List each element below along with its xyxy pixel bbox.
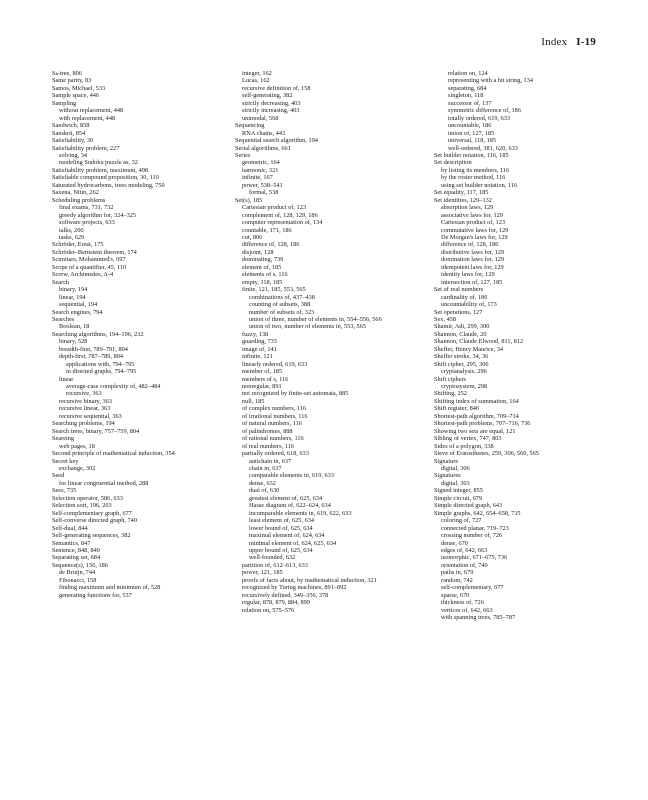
index-entry: Sandwich, 858 [52, 122, 90, 130]
index-entry: Set(s), 185 [235, 196, 263, 204]
index-entry: maximal element of, 624, 634 [249, 532, 325, 540]
index-entry: Shifting, 252 [434, 390, 467, 398]
index-entry: Schröder, Ernst, 175 [52, 241, 104, 249]
index-entry: Samos, Michael, 533 [52, 84, 106, 92]
index-entry: linearly ordered, 619, 633 [242, 360, 308, 368]
index-entry: counting of subsets, 388 [249, 301, 311, 309]
index-entry: Shifting index of summation, 164 [434, 397, 519, 405]
index-entry: Sieve of Eratosthenes, 259, 306, 560, 565 [434, 450, 539, 458]
index-entry: disjoint, 128 [242, 248, 274, 256]
index-entry: representing with a bit string, 134 [448, 77, 533, 85]
index-entry: Shift ciphers [434, 375, 467, 383]
index-entry: Sequential search algorithm, 194 [235, 137, 318, 145]
index-entry: Sₖ-tree, 806 [52, 70, 82, 77]
index-entry: infinite, 167 [242, 174, 273, 182]
index-entry: intersection of, 127, 185 [441, 278, 503, 286]
index-entry: Shortest-path algorithm, 709–714 [434, 412, 519, 420]
index-entry: unimodal, 568 [242, 114, 279, 122]
index-entry: element of, 185 [242, 263, 282, 271]
index-entry: of natural numbers, 116 [242, 420, 302, 428]
index-entry: recursive definition of, 158 [242, 84, 311, 92]
index-entry: binary, 194 [59, 286, 88, 294]
index-entry: not recognized by finite-set automata, 885 [242, 390, 349, 398]
index-entry: tasks, 629 [59, 233, 85, 241]
index-entry: greatest element of, 625, 634 [249, 494, 323, 502]
index-column-3 [434, 70, 614, 622]
index-entry: crossing number of, 726 [441, 532, 503, 540]
index-entry: for linear congruential method, 288 [59, 479, 149, 487]
index-entry: Sample space, 446 [52, 92, 100, 100]
index-entry: Showing two sets are equal, 121 [434, 427, 516, 435]
index-entry: null, 185 [242, 397, 265, 405]
index-entry: well-founded, 632 [249, 554, 296, 562]
index-entry: elements of s, 116 [242, 271, 288, 279]
index-entry: dense, 632 [249, 479, 276, 487]
index-entry: of rational numbers, 116 [242, 435, 304, 443]
index-entry: least element of, 625, 634 [249, 517, 315, 525]
index-entry: associative laws for, 129 [441, 211, 504, 219]
index-entry: sequential, 194 [59, 301, 98, 309]
index-entry: Separating set, 684 [52, 554, 101, 562]
index-entry: dense, 670 [441, 539, 468, 547]
index-entry: modeling Sudoku puzzle as, 32 [59, 159, 138, 167]
index-entry: coloring of, 727 [441, 517, 482, 525]
index-entry: domination laws for, 129 [441, 256, 505, 264]
index-entry: generating functions for, 537 [59, 591, 132, 599]
index-entry: countable, 171, 186 [242, 226, 292, 234]
index-entry: greedy algorithm for, 324–325 [59, 211, 137, 219]
index-entry: Sex, 458 [434, 315, 457, 323]
index-entry: Simple directed graph, 643 [434, 502, 503, 510]
index-entry: of irrational numbers, 116 [242, 412, 308, 420]
index-entry: relation on, 124 [448, 70, 488, 77]
index-entry: exchange, 302 [59, 465, 96, 473]
index-entry: web pages, 18 [59, 442, 95, 450]
index-entry: linear, 194 [59, 293, 86, 301]
index-entry: regular, 878, 879, 884, 899 [242, 599, 310, 607]
index-entry: in directed graphs, 794–795 [66, 368, 137, 376]
index-entry: Seed [52, 472, 65, 480]
index-entry: commutative laws for, 129 [441, 226, 509, 234]
index-entry: edges of, 642, 663 [441, 547, 488, 554]
index-entry: comparable elements in, 619, 633 [249, 472, 334, 480]
index-entry: Satisfiability problem, 227 [52, 144, 120, 152]
index-entry: computer representation of, 134 [242, 219, 323, 227]
index-entry: successor of, 137 [448, 99, 492, 107]
index-entry: of real numbers, 116 [242, 442, 294, 450]
running-header [541, 36, 596, 48]
index-entry: Searching problems, 194 [52, 420, 115, 428]
index-entry: Satisfiable compound proposition, 30, 110 [52, 174, 159, 182]
index-entry: Set builder notation, 116, 185 [434, 151, 509, 159]
index-entry: combinations of, 437–438 [249, 293, 315, 301]
index-entry: minimal element of, 624, 625, 634 [249, 539, 337, 547]
index-entry: Cartesian product of, 123 [441, 219, 506, 227]
index-entry: identity laws for, 129 [441, 271, 495, 279]
index-entry: talks, 200 [59, 226, 84, 234]
index-entry: recursive sequential, 363 [59, 412, 122, 420]
index-entry: Sheffer, Henry Maurice, 34 [434, 345, 504, 353]
index-entry: distributive laws for, 129 [441, 248, 505, 256]
index-entry: incomparable elements in, 619, 622, 633 [249, 509, 352, 517]
index-entry: Second principle of mathematical induction, 354 [52, 450, 175, 458]
index-entry: Sequencing [235, 122, 265, 130]
index-entry: Self-converse directed graph, 740 [52, 517, 137, 525]
index-entry: lower bound of, 625, 634 [249, 524, 313, 532]
index-entry: singleton, 118 [448, 92, 484, 100]
index-entry: separating, 684 [448, 84, 487, 92]
index-entry: Sanskrit, 854 [52, 129, 86, 137]
index-entry: image of, 141 [242, 345, 277, 353]
index-entry: relation on, 575–576 [242, 606, 295, 614]
index-entry: Scheduling problems [52, 196, 106, 204]
index-column-1 [52, 70, 222, 599]
index-entry: orientation of, 740 [441, 561, 488, 569]
index-entry: recursively defined, 349–356, 378 [242, 591, 329, 599]
index-entry: final exams, 731, 732 [59, 204, 114, 212]
index-entry: cut, 806 [242, 233, 263, 241]
index-entry: totally ordered, 619, 633 [448, 114, 511, 122]
index-entry: Same parity, 83 [52, 77, 92, 85]
index-entry: proofs of facts about, by mathematical induction, 321 [242, 576, 377, 584]
index-entry: chain in, 637 [249, 465, 282, 473]
index-entry: Signatures [434, 472, 461, 480]
index-entry: Series [235, 151, 251, 159]
index-entry: recursive, 363 [66, 390, 102, 398]
index-entry: Sibling of vertex, 747, 803 [434, 435, 502, 443]
index-entry: Sequence(s), 156, 186 [52, 561, 108, 569]
index-entry: Shamir, Adi, 299, 300 [434, 323, 490, 331]
index-entry: absorption laws, 129 [441, 204, 494, 212]
index-entry: recursive binary, 363 [59, 397, 112, 405]
index-entry: by the roster method, 116 [441, 174, 506, 182]
index-entry: de Bruijn, 744 [59, 569, 96, 577]
index-entry: solving, 34 [59, 151, 87, 159]
index-entry: partition of, 612–613, 633 [242, 561, 308, 569]
header-label: Index [541, 36, 568, 48]
index-entry: Boolean, 18 [59, 323, 90, 331]
index-entry: connected planar, 719–723 [441, 524, 509, 532]
index-entry: Set identities, 129–132 [434, 196, 492, 204]
index-entry: strictly decreasing, 403 [242, 99, 301, 107]
index-entry: Search trees, binary, 757–759, 804 [52, 427, 140, 435]
index-entry: Scimitars, Mohammed's, 697 [52, 256, 126, 264]
index-entry: Searching algorithms, 194–196, 232 [52, 330, 144, 338]
index-entry: self-complementary, 677 [441, 584, 504, 592]
index-entry: of palindromes, 888 [242, 427, 293, 435]
index-entry: idempotent laws for, 129 [441, 263, 504, 271]
index-entry: Shift cipher, 295, 306 [434, 360, 489, 368]
index-entry: dominating, 739 [242, 256, 284, 264]
index-entry: Set of real numbers [434, 286, 484, 294]
index-entry: Search [52, 278, 70, 286]
index-entry: RNA chains, 443 [242, 129, 286, 137]
index-entry: paths in, 679 [441, 569, 474, 577]
index-entry: Self-complementary graph, 677 [52, 509, 132, 517]
index-column-2 [235, 70, 413, 614]
index-entry: applications with, 794–795 [66, 360, 135, 368]
index-entry: nonregular, 891 [242, 383, 282, 391]
index-entry: Serial algorithms, 661 [235, 144, 291, 152]
index-entry: Saturated hydrocarbons, trees modeling, 750 [52, 181, 165, 189]
index-entry: well-ordered, 381, 620, 633 [448, 144, 518, 152]
index-entry: Set operations, 127 [434, 308, 483, 316]
index-entry: strictly increasing, 403 [242, 107, 300, 115]
index-entry: Cartesian product of, 123 [242, 204, 307, 212]
index-entry: formal, 538 [249, 189, 279, 197]
index-entry: Set equality, 117, 185 [434, 189, 489, 197]
index-entry: Seareing [52, 435, 75, 443]
index-entry: Satisfiability problem, maximum, 498 [52, 166, 149, 174]
index-entry: empty, 118, 185 [242, 278, 283, 286]
index-entry: thickness of, 726 [441, 599, 484, 607]
index-entry: Sheffer stroke, 34, 36 [434, 353, 489, 361]
index-entry: Schröder–Bernstein theorem, 174 [52, 248, 137, 256]
index-entry: using set builder notation, 116 [441, 181, 518, 189]
index-entry: union of, 127, 185 [448, 129, 495, 137]
index-entry: cryptanalysis, 296 [441, 368, 487, 376]
index-entry: harmonic, 321 [242, 166, 279, 174]
index-entry: Shannon, Claude Elwood, 811, 812 [434, 338, 524, 346]
index-entry: breadth-first, 789–791, 804 [59, 345, 128, 353]
index-entry: complement of, 128, 129, 186 [242, 211, 318, 219]
index-entry: universal, 118, 185 [448, 137, 497, 145]
index-entry: Saxena, Nitin, 262 [52, 189, 99, 197]
index-entry: Selection sort, 196, 203 [52, 502, 112, 510]
index-entry: digital, 306 [441, 465, 470, 473]
index-entry: without replacement, 448 [59, 107, 124, 115]
index-entry: finite, 121, 185, 553, 565 [242, 286, 306, 294]
index-entry: Shift register, 846 [434, 405, 480, 413]
index-entry: antichain in, 637 [249, 457, 292, 465]
index-entry: Signature [434, 457, 459, 465]
index-entry: dual of, 630 [249, 487, 280, 495]
index-entry: symmetric difference of, 186 [448, 107, 521, 115]
index-entry: recursive linear, 363 [59, 405, 111, 413]
index-entry: isomorphic, 671–675, 736 [441, 554, 508, 562]
index-entry: power, 121, 185 [242, 569, 283, 577]
index-entry: power, 538–541 [242, 181, 283, 189]
index-entry: members of s, 116 [242, 375, 289, 383]
index-entry: Semantics, 847 [52, 539, 91, 547]
index-entry: fuzzy, 138 [242, 330, 269, 338]
index-entry: member of, 185 [242, 368, 283, 376]
index-entry: with replacement, 448 [59, 114, 116, 122]
index-entry: union of three, number of elements in, 554–556, 566 [249, 315, 382, 323]
index-entry: Sentence, 848, 849 [52, 547, 100, 554]
index-entry: Signed integer, 855 [434, 487, 483, 495]
index-entry: Secret key [52, 457, 79, 465]
index-entry: uncountability of, 173 [441, 301, 497, 309]
index-entry: Sees, 735 [52, 487, 77, 495]
index-entry: binary, 528 [59, 338, 88, 346]
index-entry: finding maximum and minimum of, 528 [59, 584, 161, 592]
index-entry: Lucas, 162 [242, 77, 270, 85]
index-entry: Selection operator, 586, 633 [52, 494, 123, 502]
index-entry: Scope of a quantifier, 45, 110 [52, 263, 127, 271]
index-entry: recognized by Turing machines, 891–892 [242, 584, 347, 592]
index-entry: of complex numbers, 116 [242, 405, 307, 413]
index-entry: Searches [52, 315, 75, 323]
index-entry: sparse, 670 [441, 591, 470, 599]
index-entry: integer, 162 [242, 70, 272, 77]
index-entry: digital, 303 [441, 479, 470, 487]
index-entry: Simple graphs, 642, 654–658, 735 [434, 509, 521, 517]
index-entry: cardinality of, 186 [441, 293, 488, 301]
index-entry: software projects, 633 [59, 219, 115, 227]
index-entry: linear [59, 375, 74, 383]
index-entry: Sides of a polygon, 338 [434, 442, 494, 450]
index-entry: Self-generating sequences, 382 [52, 532, 131, 540]
index-entry: infinite, 121 [242, 353, 273, 361]
index-entry: upper bound of, 625, 634 [249, 547, 313, 554]
index-entry: Satisfiability, 30 [52, 137, 94, 145]
index-entry: difference of, 128, 186 [242, 241, 300, 249]
index-entry: guarding, 735 [242, 338, 277, 346]
index-entry: Sampling [52, 99, 77, 107]
index-entry: partially ordered, 618, 633 [242, 450, 309, 458]
page-number: I-19 [576, 36, 596, 48]
index-entry: random, 742 [441, 576, 473, 584]
index-entry: depth-first, 787–789, 804 [59, 353, 124, 361]
index-entry: Screw, Archimedes, A-4 [52, 271, 114, 279]
index-entry: De Morgan's laws for, 129 [441, 233, 508, 241]
index-entry: vertices of, 642, 663 [441, 606, 493, 614]
index-entry: Simple circuit, 679 [434, 494, 483, 502]
index-entry: number of subsets of, 323 [249, 308, 315, 316]
index-entry: geometric, 164 [242, 159, 280, 167]
index-entry: with spanning trees, 785–787 [441, 614, 516, 622]
index-entry: Set description [434, 159, 472, 167]
index-entry: cryptosystem, 298 [441, 383, 488, 391]
index-entry: average-case complexity of, 482–484 [66, 383, 161, 391]
index-entry: Hasse diagram of, 622–624, 634 [249, 502, 331, 510]
index-entry: union of two, number of elements in, 553, 565 [249, 323, 366, 331]
index-entry: by listing its members, 116 [441, 166, 510, 174]
index-entry: difference of, 128, 186 [441, 241, 499, 249]
index-entry: Self-dual, 844 [52, 524, 88, 532]
index-entry: Shannon, Claude, 20 [434, 330, 487, 338]
index-entry: Fibonacci, 158 [59, 576, 97, 584]
index-entry: Search engines, 794 [52, 308, 103, 316]
index-entry: self-generating, 382 [242, 92, 293, 100]
index-entry: uncountable, 186 [448, 122, 492, 130]
index-entry: Shortest-path problems, 707–716, 736 [434, 420, 531, 428]
